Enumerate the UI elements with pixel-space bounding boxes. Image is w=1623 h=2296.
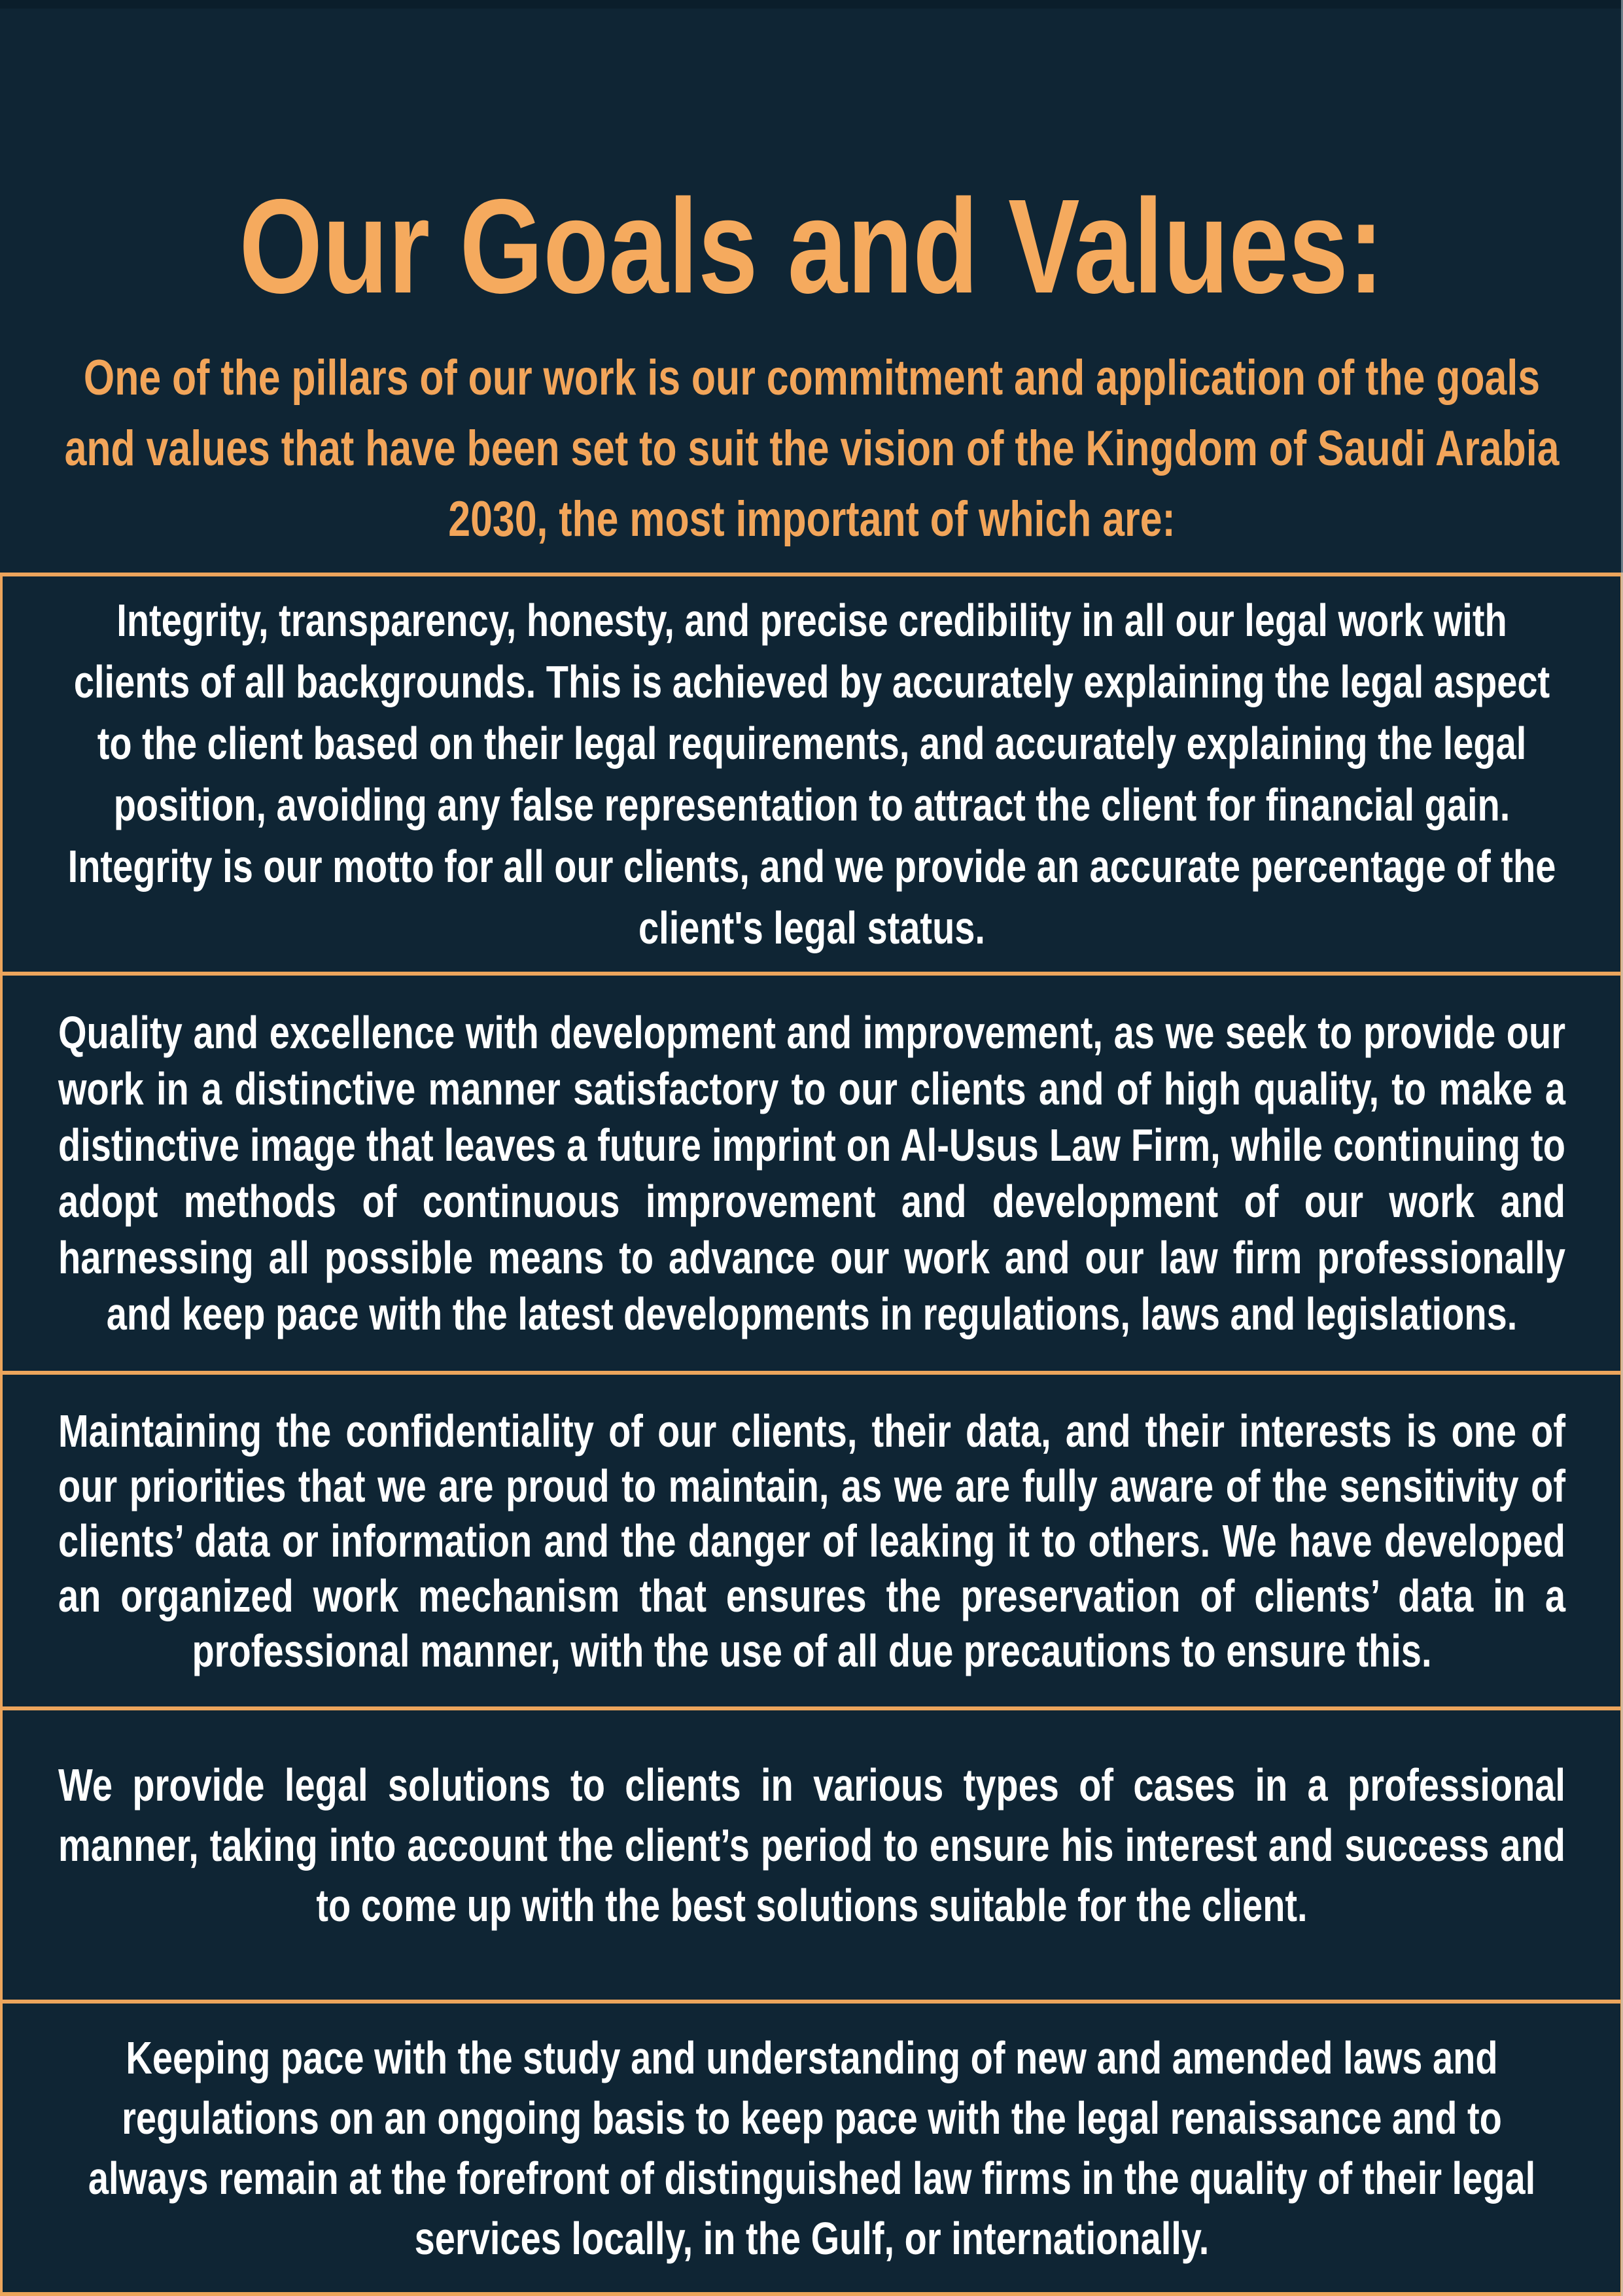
page-title: Our Goals and Values:	[239, 171, 1384, 321]
value-text-integrity: Integrity, transparency, honesty, and precise credibility in all our legal work with clients of all backgrounds. This is achieved by accurately explaining the legal aspect to the client based on their legal requirements, and accurately explaining the legal position, avoiding any false representation to attract the client for financial gain. Integrity is our motto for all our clients, and we provide an accurate percentage of the client's legal status.	[67, 595, 1556, 953]
page-subtitle: One of the pillars of our work is our commitment and application of the goals and values that have been set to suit the vision of the Kingdom of Saudi Arabia 2030, the most important of which are:	[64, 350, 1560, 547]
value-card-keeping-pace	[0, 2000, 1623, 2296]
value-card-legal-solutions	[0, 1706, 1623, 2000]
top-edge-strip	[0, 0, 1623, 9]
value-text-confidentiality: Maintaining the confidentiality of our clients, their data, and their interests is one of our priorities that we are proud to maintain, as we are fully aware of the sensitivity of clients’ data or information and the danger of leaking it to others. We have developed an organized work mechanism that ensures the preservation of clients’ data in a professional manner, with the use of all due precautions to ensure this.	[58, 1405, 1565, 1676]
value-card-quality	[0, 972, 1623, 1371]
value-text-legal-solutions: We provide legal solutions to clients in various types of cases in a professional manner, taking into account the client’s period to ensure his interest and success and to come up with the best solutions suitable for the client.	[58, 1759, 1565, 1931]
header	[0, 0, 1623, 573]
values-list	[0, 573, 1623, 2296]
value-card-integrity	[0, 573, 1623, 972]
value-card-confidentiality	[0, 1371, 1623, 1706]
value-text-quality: Quality and excellence with development and improvement, as we seek to provide our work in a distinctive manner satisfactory to our clients and of high quality, to make a distinctive image that leaves a future imprint on Al-Usus Law Firm, while continuing to adopt methods of continuous improvement and development of our work and harnessing all possible means to advance our work and our law firm professionally and keep pace with the latest developments in regulations, laws and legislations.	[58, 1007, 1565, 1339]
value-text-keeping-pace: Keeping pace with the study and understanding of new and amended laws and regulations on an ongoing basis to keep pace with the legal renaissance and to always remain at the forefront of distinguished law firms in the quality of their legal services locally, in the Gulf, or internationally.	[88, 2032, 1535, 2264]
